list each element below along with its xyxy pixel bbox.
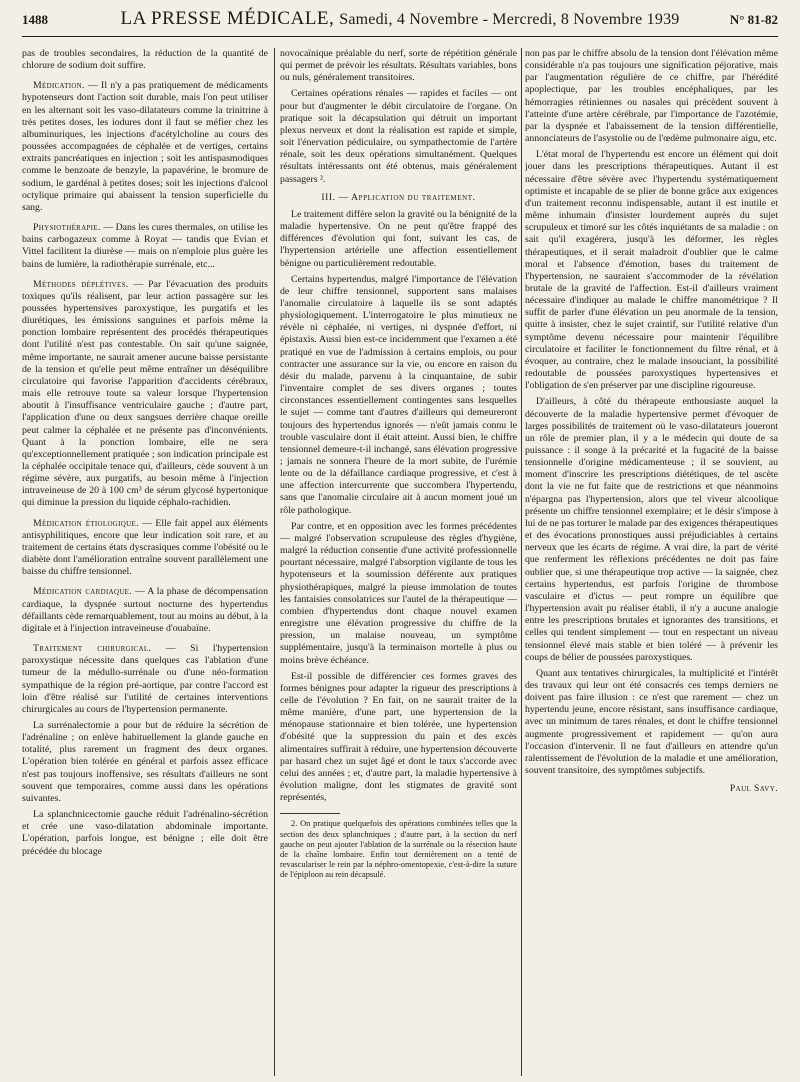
section-medication: [22, 80, 268, 214]
paragraph: L'état moral de l'hypertendu est encore un élément qui doit jouer dans les prescriptions thérapeutiques. Autant il est nécessaire d'être sévère avec l'hypertendu systématiquement optimiste et incapable de se plier de bonne grâce aux exigences d'un traitement reconnu indispensable, autant il est inutile et même inhumain d'insister lourdement auprès du sujet scrupuleux et timoré sur les côtés inquiétants de sa maladie : on sait qu'il exagérera, jusqu'à les déformer, les règles thérapeutiques, et il serait maladroit d'oublier que le calme moral et l'absence d'émotion, bases du traitement de l'hypertension, ne sauraient s'accommoder de la révélation brutale de la gravité de l'affection. Est-il d'ailleurs vraiment nécessaire d'indiquer au malade le chiffre manométrique ? Il suffit de parler d'une élévation un peu anormale de la tension, quitte à insister, chez le sujet craintif, sur l'utilité relative d'un symptôme devenu nécessaire pour maintenir l'équilibre circulatoire et faciliter le fonctionnement du filtre rénal, et à évoquer, au contraire, chez le malade insouciant, la possibilité redoutable de poussées paroxystiques hypertensives et l'obligation de s'en préserver par une discipline rigoureuse.: [525, 149, 778, 392]
issue-number: N° 81-82: [729, 12, 778, 27]
paragraph: D'ailleurs, à côté du thérapeute enthousiaste auquel la découverte de la maladie hypertensive permet d'évoquer de larges possibilités de traitement où le vaso-dilatateurs joueront un rôle de premier plan, il y a le médecin qui doute de sa puissance : il songe à la précarité et la fugacité de la baisse tensionnelle d'origine médicamenteuse ; il se souvient, au moment d'inscrire les prescriptions diététiques, de tel ascète dont la vie ne fut faite que de restrictions et que néanmoins n'épargna pas l'hypertension, alors que tel viveur alcoolique présente un chiffre tensionnel exemplaire; et le désir s'impose à lui de ne pas torturer le malade par des exigences thérapeutiques et des évocations pronostiques aussi préjudiciables à certains nerveux que les écarts de régime. A vrai dire, la part de vérité que renferment les réflexions précédentes ne doit pas faire oublier que, si une thérapeutique trop active — la saignée, chez certains hypertendus, est parfois l'origine de thrombose vasculaire et d'ictus — peut rompre un équilibre que l'hypertension avait pu réaliser établi, il n'y a aucune analogie entre les prescriptions brutales et ignorantes des transitions, et celles qui tendent simplement — tout en respectant un niveau tensionnel élevé mais stable et bien toléré — à prévenir les coups de bélier de poussées paroxystiques.: [525, 396, 778, 663]
section-methodes-depletives: [22, 279, 268, 510]
footnote-rule: [280, 813, 340, 814]
paragraph: novocaïnique préalable du nerf, sorte de répétition générale qui permet de prévoir les résultats. Résultats variables, bons ou nuls, généralement transitoires.: [280, 48, 517, 84]
paragraph: non pas par le chiffre absolu de la tension dont l'élévation même considérable n'a pas toujours une signification péjorative, mais par l'augmentation régulière de ce chiffre, par l'hérédité apoplectique, par les troubles encéphaliques, par les hémorragies rétiniennes ou nasales qui précèdent souvent à l'atteinte d'une artère cérébrale, par l'importance de l'azotémie, par la dyspnée et l'abaissement de la tension différentielle, annonciateurs de l'asystolie ou de l'œdème pulmonaire aigu, etc.: [525, 48, 778, 145]
column-rule-1: [274, 48, 275, 1076]
paragraph: Certains hypertendus, malgré l'importance de l'élévation de leur chiffre tensionnel, supportent sans malaises l'anomalie circulatoire à laquelle ils se sont adaptés physiologiquement. L'interrogatoire le plus minutieux ne révèle ni céphalée, ni vertiges, ni dyspnée d'effort, ni épistaxis. Aussi bien est-ce incidemment que l'examen a été pratiqué en vue de l'admission à certains emplois, ou pour contracter une assurance sur la vie, ou encore en raison du désir du malade, parvenu à la cinquantaine, de subir l'inventaire complet de ses divers organes ; toutes circonstances essentiellement contingentes sans lesquelles le sujet — comme tant d'autres d'ailleurs qui demeureront toujours des hypertendus ignorés — n'eût jamais connu le trouble vasculaire dont il était atteint. Aussi bien, le chiffre tensionnel demeure-t-il inchangé, sans élévation progressive ; jamais ne sonnera l'heure de la mort subite, de l'urémie lente ou de la défaillance cardiaque progressive, et c'est à une affection intercurrente que succombera l'hypertendu, sans que l'anomalie circulaire ait à aucun moment joué un rôle pathologique.: [280, 273, 517, 516]
paragraph: Certaines opérations rénales — rapides et faciles — ont pour but d'augmenter le débit circulatoire de l'organe. On pratique soit la décapsulation qui détruit un important plexus nerveux et dont la réalisation est rapide et simple, soit l'énervation pédiculaire, ou sympathectomie de l'artère rénale, soit les deux opérations simultanément. Quelques résultats intéressants ont été obtenus, mais généralement passagers ².: [280, 88, 517, 185]
section-label: Physiothérapie.: [33, 222, 101, 234]
section-heading: III. — Application du traitement.: [321, 192, 476, 203]
journal-name: LA PRESSE MÉDICALE,: [120, 8, 335, 29]
paragraph: La surrénalectomie a pour but de réduire la sécrétion de l'adrénaline ; on enlève habituellement la glande gauche en totalité, plus rarement un fragment des deux organes. L'opération bien tolérée en général et parfois assez efficace n'est pas toujours inoffensive, ses résultats d'ailleurs ne sont souvent que temporaires, comme aussi dans les opérations suivantes.: [22, 719, 268, 804]
paragraph: Le traitement diffère selon la gravité ou la bénignité de la maladie hypertensive. On ne peut qu'être frappé des différences d'évolution qui font, suivant les cas, de l'hypertension artérielle une affection essentiellement bénigne ou particulièrement redoutable.: [280, 208, 517, 269]
section-label: Médication étiologique.: [33, 517, 139, 529]
issue-date: Samedi, 4 Novembre - Mercredi, 8 Novembre 1939: [339, 11, 680, 28]
section-text: — Elle fait appel aux éléments antisyphilitiques, encore que leur indication soit rare, et au traitement de certains états dyscrasiques comme l'obésité ou le diabète dont l'amélioration entraîne souvent parallèlement une baisse du chiffre tensionnel.: [22, 517, 268, 578]
section-label: Médication.: [33, 80, 85, 92]
section-label: Médication cardiaque.: [33, 586, 132, 598]
section-label: Traitement chirurgical.: [33, 643, 152, 655]
column-rule-2: [521, 48, 522, 1076]
section-traitement-chirurgical: [22, 643, 268, 716]
paragraph: pas de troubles secondaires, la réduction de la quantité de chlorure de sodium doit suffire.: [22, 48, 268, 72]
paragraph: Est-il possible de différencier ces formes graves des formes bénignes pour adapter la rigueur des prescriptions à celle de l'évolution ? En fait, on ne saurait traiter de la même manière, d'une part, une hypertension de la ménopause stationnaire et bien tolérée, une hypertension d'obésité que la suppression du pain et des excès alimentaires suffirait à réduire, une hypertension découverte par hasard chez un sujet âgé et dont le taux s'accorde avec celui des années ; et, d'autre part, la maladie hypertensive à évolution maligne, dont les stigmates de gravité sont représentés,: [280, 670, 517, 804]
section-medication-etiologique: [22, 518, 268, 579]
footnote: 2. On pratique quelquefois des opérations combinées telles que la section des deux splanchniques ; d'autre part, à la section du nerf gauche on peut ajouter l'ablation de la surrénale ou la résection haute de la chaîne lombaire. Enfin tout dernièrement on a tenté de revasculariser le rein par la néphro-omentopexie, c'est-à-dire la suture de l'épiploon au rein décapsulé.: [280, 819, 517, 880]
section-text: — A la phase de décompensation cardiaque, la dyspnée surtout nocturne des hypertendus défaillants cède remarquablement, tout au moins au début, à la digitale et à l'injection intraveineuse d'ouabaïne.: [22, 586, 268, 634]
column-3: [525, 48, 778, 1076]
paragraph: Quant aux tentatives chirurgicales, la multiplicité et l'intérêt des travaux qui leur ont été consacrés ces temps derniers ne doivent pas faire illusion : ce n'est que rarement — chez un hypertendu jeune, encore résistant, sans insuffisance cardiaque, avec un minimum de tares rénales, et dont le chiffre tensionnel augmente progressivement et rapidement — qu'on aura l'occasion d'intervenir. Il ne faut d'ailleurs en attendre qu'un ralentissement de l'évolution de la maladie et une amélioration, souvent transitoire, des symptômes subjectifs.: [525, 667, 778, 777]
journal-title: [22, 8, 778, 30]
section-text: — Dans les cures thermales, on utilise les bains carbogazeux comme à Royat — tandis que Evian et Vittel facilitent la diurèse — mais on n'emploie plus guère les bains de lumière, la radiothérapie surrénale, etc...: [22, 222, 268, 270]
running-header: [22, 4, 778, 37]
section-medication-cardiaque: [22, 586, 268, 635]
section-text: — Par l'évacuation des produits toxiques qu'ils réalisent, par leur action passagère sur les poussées hypertensives paroxystique, les purgatifs et les diurétiques, les émissions sanguines et parfois même la ponction lombaire représentent des procédés thérapeutiques dont l'utilité n'est pas contestable. On sait qu'une saignée, même importante, ne saurait amener aucune baisse persistante de la tension et qu'elle peut même entraîner un déséquilibre circulatoire qui favorise l'apparition d'accidents cérébraux, mais elle retrouve toute sa valeur lorsque l'hypertension aboutit à l'insuffisance ventriculaire gauche ; d'autre part, l'application d'une ou deux sangsues derrière chaque oreille peut calmer la céphalée et ne présente pas d'inconvénients. Quant à la ponction lombaire, elle ne sera qu'exceptionnellement pratiquée ; son indication principale est la céphalée occipitale tenace qui, d'ailleurs, cède souvent à un régime sévère, aux purgatifs, au besoin même à l'injection intraveineuse de 20 à 100 cm³ de sérum glycosé hypertonique qui diminue la pression du liquide céphalo-rachidien.: [22, 278, 268, 509]
section-text: — Il n'y a pas pratiquement de médicaments hypotenseurs dont l'action soit durable, mais l'on peut utiliser en les alternant soit les vaso-dilatateurs comme la trinitrine à très petites doses, les iodures dont il faut se méfier chez les albuminuriques, les injections d'acétylcholine au cours des poussées accompagnées de céphalée et de vertiges, certains extraits pancréatiques en injection ; soit les antispasmodiques comme le benzoate de benzyle, la papavérine, le bromure de sodium, le gardénal à petites doses; soit les injections d'alcool octylique primaire qui abaissent la tension superficielle du sang.: [22, 80, 268, 213]
column-1: [22, 48, 268, 1076]
page-number: 1488: [22, 12, 48, 27]
column-2: [280, 48, 517, 1076]
section-physiotherapie: [22, 222, 268, 271]
author-signature: Paul Savy.: [729, 783, 778, 795]
paragraph: Par contre, et en opposition avec les formes précédentes — malgré l'observation scrupuleuse des règles d'hygiène, malgré la réduction consentie d'une activité professionnelle pourtant nécessaire, malgré l'absorption vigilante de tous les hypotenseurs et la soumission déférente aux pratiques physiothérapiques, malgré la pieuse immolation de toutes les fantaisies consolatrices sur l'autel de la thérapeutique — combien d'hypertendus dont chaque nouvel examen enregistre une élévation progressive du chiffre de la pression, un malaise nouveau, un symptôme supplémentaire, jusqu'à la terminaison mortelle à plus ou moins brève échéance.: [280, 520, 517, 666]
paragraph: La splanchnicectomie gauche réduit l'adrénalino-sécrétion et crée une vaso-dilatation abdominale importante. L'opération, parfois longue, est bénigne ; elle doit être précédée du blocage: [22, 809, 268, 857]
section-text: — Si l'hypertension paroxystique nécessite dans quelques cas l'ablation d'une tumeur de la médullo-surrénale ou d'une néo-formation sympathique de la région pré-aortique, par contre l'accord est loin d'être réalisé sur l'utilité de certaines interventions chirurgicales au cours de l'hypertension permanente.: [22, 643, 268, 715]
section-label: Méthodes déplétives.: [33, 278, 129, 290]
